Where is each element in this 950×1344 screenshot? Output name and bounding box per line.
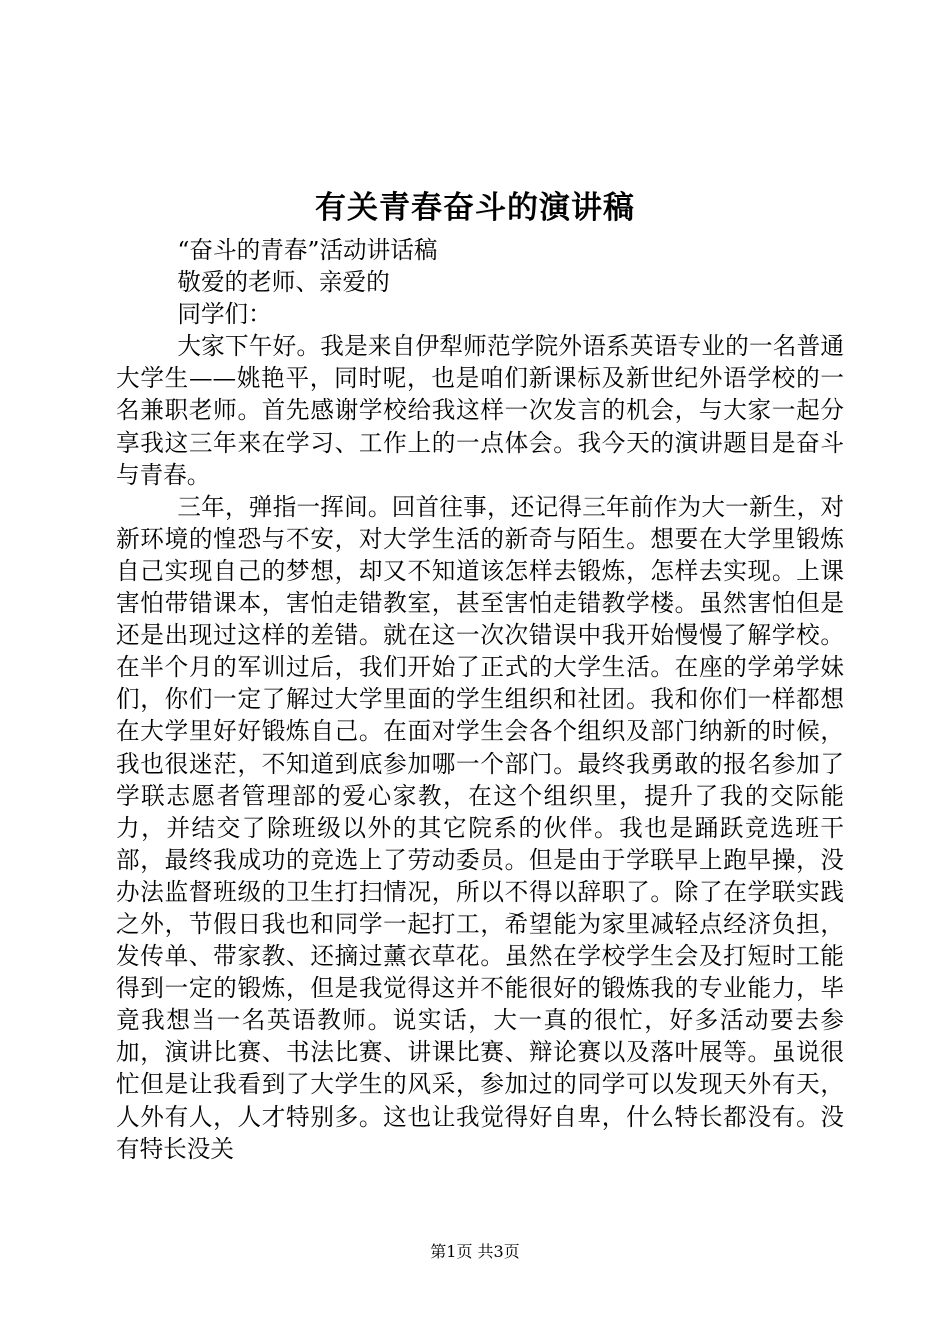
- body-paragraph-1: 大家下午好。我是来自伊犁师范学院外语系英语专业的一名普通大学生——姚艳平，同时呢，也是咱们新课标及新世纪外语学校的一名兼职老师。首先感谢学校给我这样一次发言的机会，与大家一起分享我这三年来在学习、工作上的一点体会。我今天的演讲题目是奋斗与青春。: [116, 332, 844, 489]
- document-body: [116, 234, 844, 1165]
- subtitle-paragraph: “奋斗的青春”活动讲话稿: [177, 236, 438, 264]
- page-footer: 第1页 共3页: [430, 1242, 520, 1261]
- salutation-line-2: 同学们：: [177, 300, 272, 329]
- body-paragraph-2: 三年，弹指一挥间。回首往事，还记得三年前作为大一新生，对新环境的惶恐与不安，对大学生活的新奇与陌生。想要在大学里锻炼自己实现自己的梦想，却又不知道该怎样去锻炼，怎样去实现。上课害怕带错课本，害怕走错教室，甚至害怕走错教学楼。虽然害怕但是还是出现过这样的差错。就在这一次次错误中我开始慢慢了解学校。在半个月的军训过后，我们开始了正式的大学生活。在座的学弟学妹们，你们一定了解过大学里面的学生组织和社团。我和你们一样都想在大学里好好锻炼自己。在面对学生会各个组织及部门纳新的时候，我也很迷茫，不知道到底参加哪一个部门。最终我勇敢的报名参加了学联志愿者管理部的爱心家教，在这个组织里，提升了我的交际能力，并结交了除班级以外的其它院系的伙伴。我也是踊跃竞选班干部，最终我成功的竞选上了劳动委员。但是由于学联早上跑早操，没办法监督班级的卫生打扫情况，所以不得以辞职了。除了在学联实践之外，节假日我也和同学一起打工，希望能为家里减轻点经济负担，发传单、带家教、还摘过薰衣草花。虽然在学校学生会及打短时工能得到一定的锻炼，但是我觉得这并不能很好的锻炼我的专业能力，毕竟我想当一名英语教师。说实话，大一真的很忙，好多活动要去参加，演讲比赛、书法比赛、讲课比赛、辩论赛以及落叶展等。虽说很忙但是让我看到了大学生的风采，参加过的同学可以发现天外有天，人外有人，人才特别多。这也让我觉得好自卑，什么特长都没有。没有特长没关: [116, 492, 844, 1163]
- salutation-line-1: 敬爱的老师、亲爱的: [177, 268, 390, 297]
- document-title: 有关青春奋斗的演讲稿: [315, 190, 635, 226]
